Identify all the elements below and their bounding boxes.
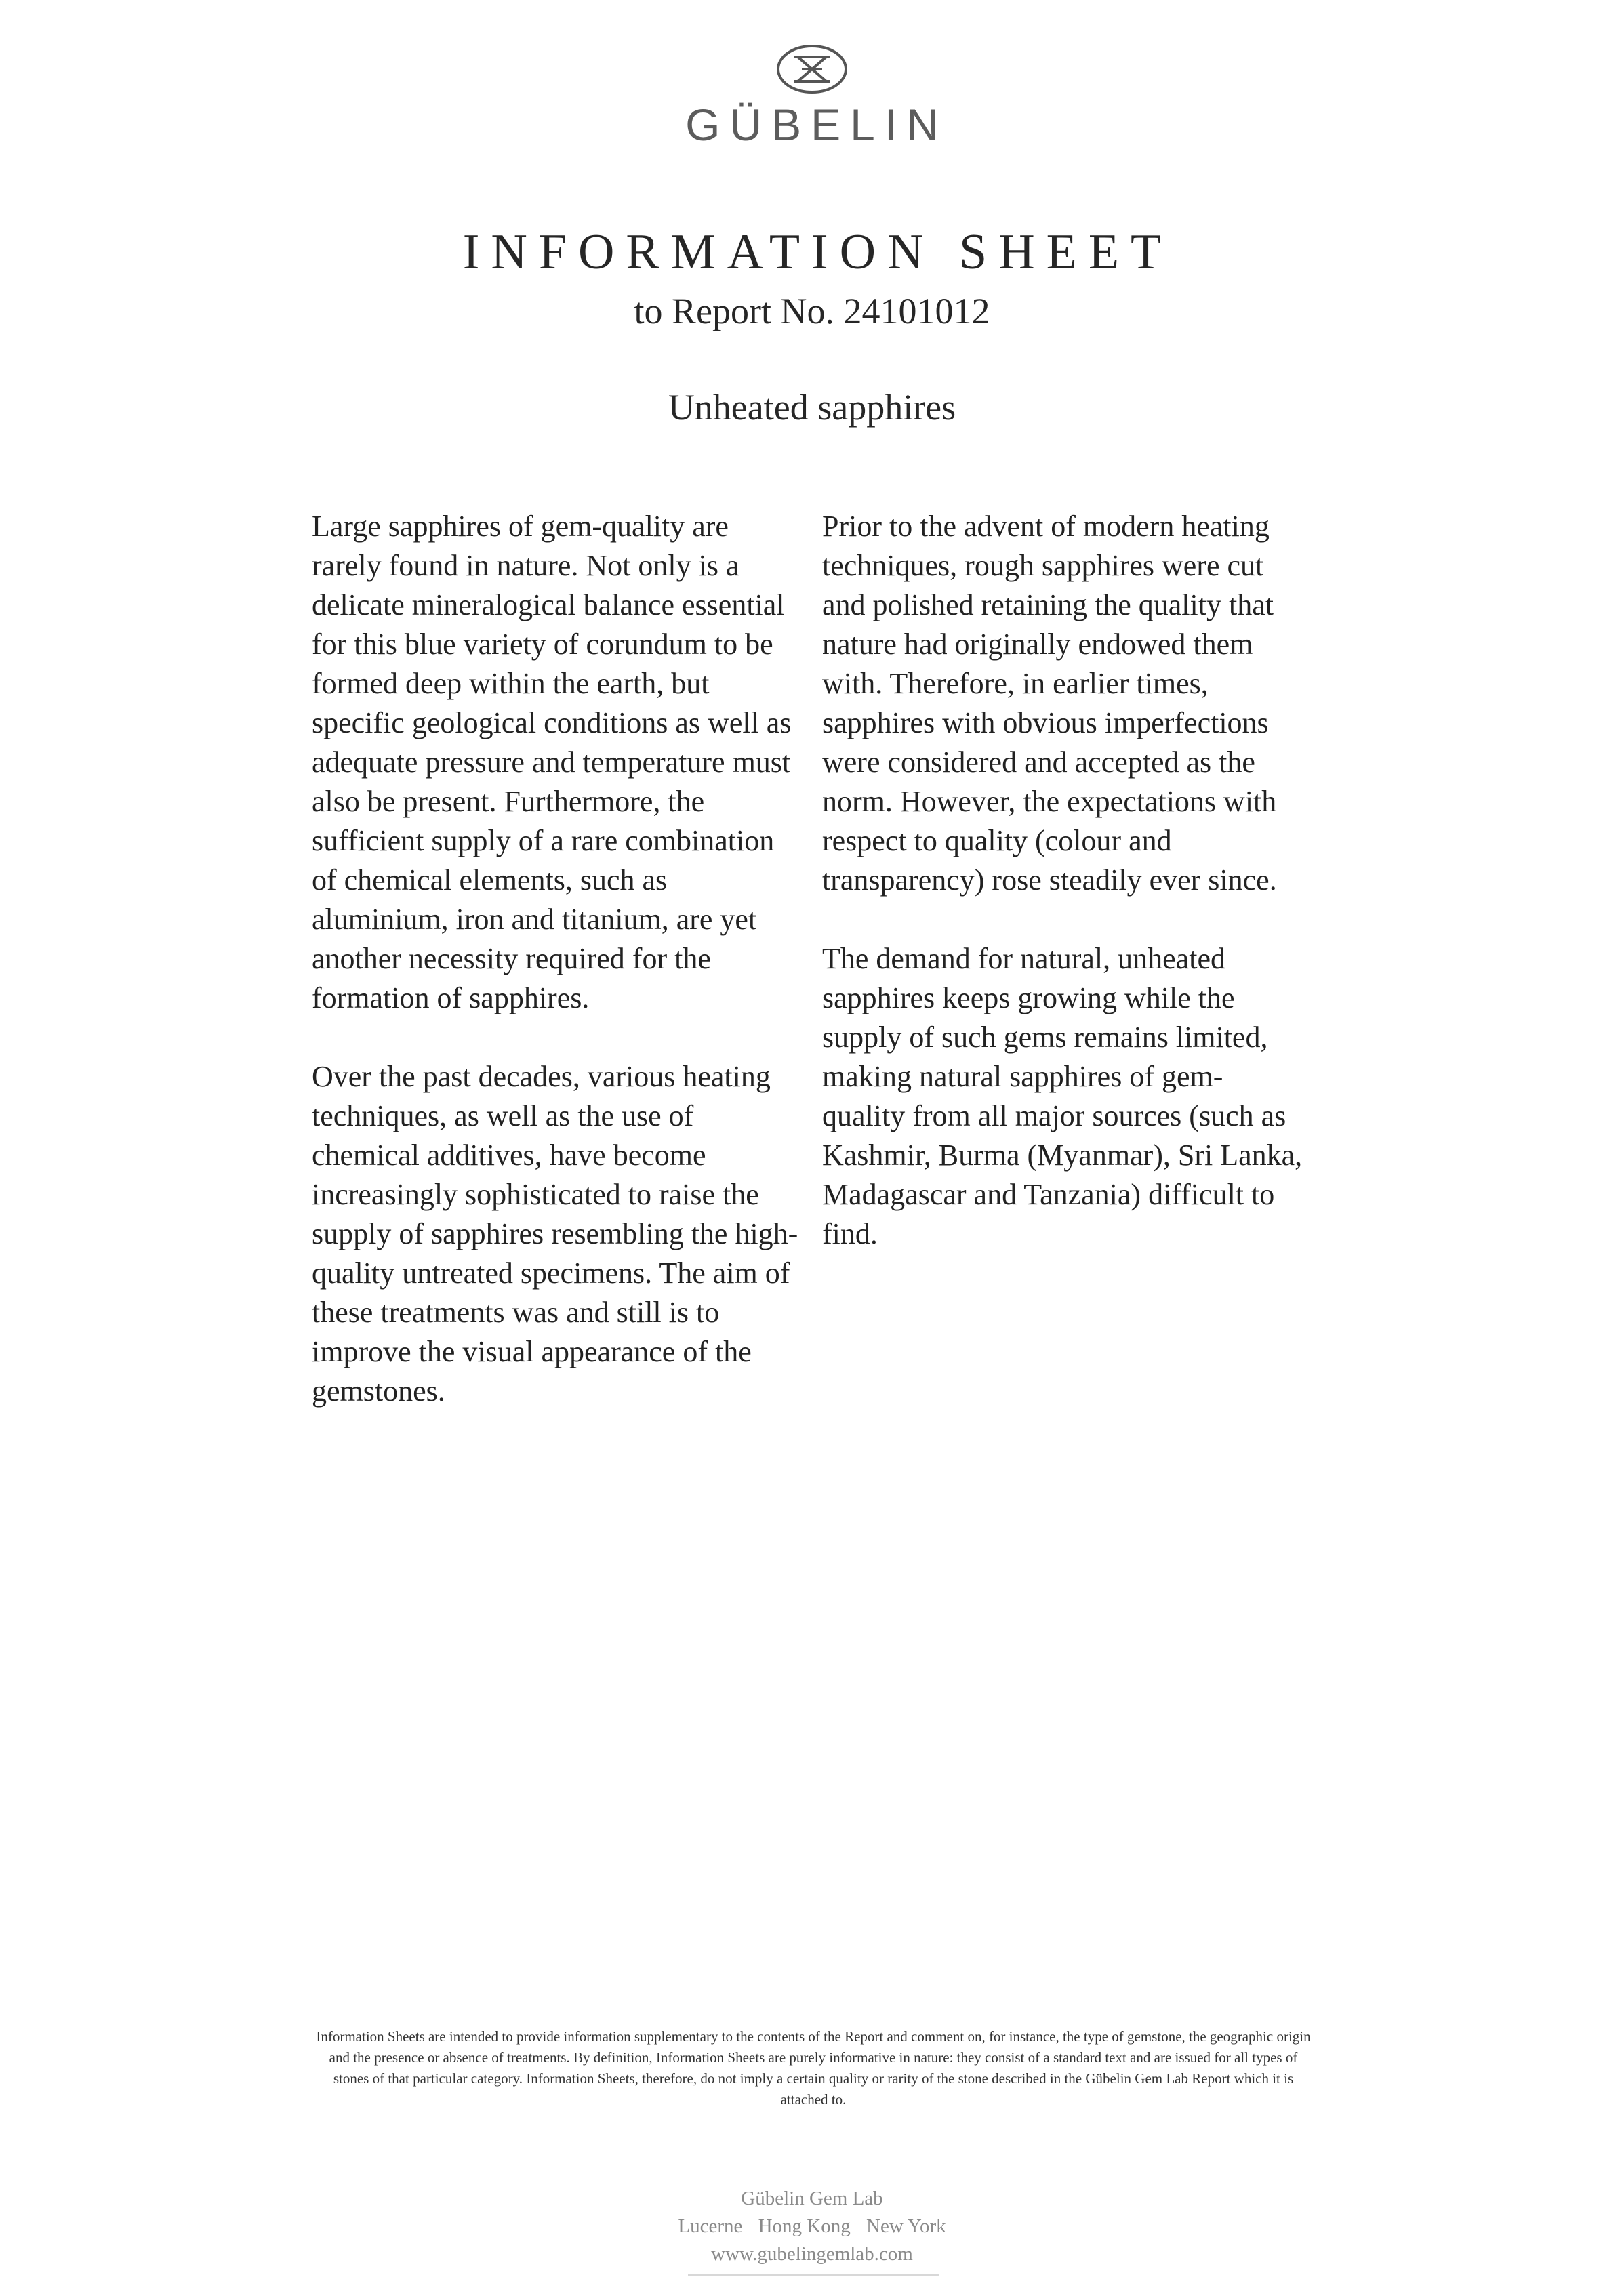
lab-cities <box>0 2213 1624 2240</box>
city-name: Lucerne <box>678 2215 743 2237</box>
brand-wordmark: GÜBELIN <box>685 100 948 150</box>
paragraph: Large sapphires of gem-quality are rarely found in nature. Not only is a delicate mineralogical balance essential for this blue variety of corundum to be formed deep within the earth, but specific geological conditions as well as adequate pressure and temperature must also be present. Furthermore, the sufficient supply of a rare combination of chemical elements, such as aluminium, iron and titanium, are yet another necessity required for the formation of sapphires. <box>312 510 792 1014</box>
paragraph: Prior to the advent of modern heating techniques, rough sapphires were cut and polished retaining the quality that nature had originally endowed them with. Therefore, in earlier times, sapphires with obvious imperfections were considered and accepted as the norm. However, the expectations with respect to quality (colour and transparency) rose steadily ever since. <box>822 510 1277 897</box>
right-column <box>822 507 1303 1293</box>
paragraph: The demand for natural, unheated sapphires keeps growing while the supply of such gems remains limited, making natural sapphires of gem-quality from all major sources (such as Kashmir, Burma (Myanmar), Sri Lanka, Madagascar and Tanzania) difficult to find. <box>822 942 1303 1250</box>
lab-name: Gübelin Gem Lab <box>741 2188 883 2209</box>
stone-type-heading: Unheated sapphires <box>668 387 956 428</box>
city-name: New York <box>866 2215 946 2237</box>
lab-footer <box>0 2185 1624 2268</box>
city-name: Hong Kong <box>758 2215 851 2237</box>
gubelin-emblem-icon <box>775 42 849 96</box>
footer-divider <box>688 2274 939 2276</box>
disclaimer-footnote: Information Sheets are intended to provide information supplementary to the contents of the Report and comment on, for instance, the type of gemstone, the geographic origin and the presence or absence of treatments. By definition, Information Sheets are purely informative in nature: they consist of a standard text and are issued for all types of stones of that particular category. Information Sheets, therefore, do not imply a certain quality or rarity of the stone described in the Gübelin Gem Lab Report which it is attached to. <box>316 2028 1311 2108</box>
document-title: INFORMATION SHEET <box>462 224 1173 280</box>
paragraph: Over the past decades, various heating techniques, as well as the use of chemical additives, have become increasingly sophisticated to raise the supply of sapphires resembling the high-quality untreated specimens. The aim of these treatments was and still is to improve the visual appearance of the gemstones. <box>312 1060 798 1408</box>
left-column <box>312 507 800 1450</box>
report-number: to Report No. 24101012 <box>634 291 990 331</box>
brand-logo <box>0 42 1624 150</box>
lab-website-link[interactable]: www.gubelingemlab.com <box>711 2243 913 2265</box>
